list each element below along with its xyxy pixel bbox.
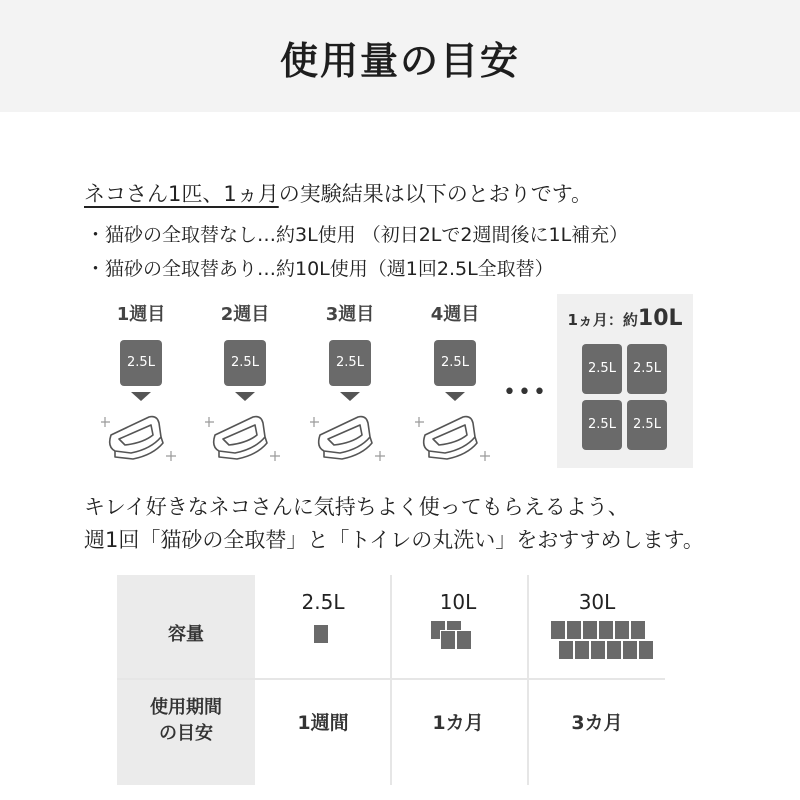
- header-period-line2: の目安: [159, 723, 213, 744]
- sparkle-icon: [101, 417, 176, 461]
- bag-square-icon: [638, 640, 654, 660]
- recommendation-line-1: キレイ好きなネコさんに気持ちよく使ってもらえるよう、: [84, 495, 629, 519]
- recommendation-line-2: 週1回「猫砂の全取替」と「トイレの丸洗い」をおすすめします。: [84, 528, 704, 552]
- week-column-3: [295, 300, 405, 467]
- litter-bag-icon: 2.5L: [329, 340, 371, 386]
- bullet-replace: ・猫砂の全取替あり…約10L使用（週1回2.5L全取替）: [86, 258, 554, 280]
- sparkle-icon: [310, 417, 385, 461]
- litter-bag-icon: 2.5L: [434, 340, 476, 386]
- capacity-value: 30L: [578, 590, 616, 614]
- bag-square-icon: [566, 620, 582, 640]
- litter-bag-icon: 2.5L: [120, 340, 162, 386]
- week-column-2: [190, 300, 300, 467]
- bag-square-icon: [440, 630, 456, 650]
- bag-square-icon: [313, 624, 329, 644]
- bag-square-icon: [550, 620, 566, 640]
- bag-square-icon: [456, 630, 472, 650]
- capacity-value: 2.5L: [301, 590, 345, 614]
- sparkle-icon: [205, 417, 280, 461]
- litter-box-icon: [101, 405, 181, 467]
- bag-square-icon: [614, 620, 630, 640]
- week-label: 3週目: [325, 304, 375, 325]
- week-column-1: [86, 300, 196, 467]
- week-label: 4週目: [430, 304, 480, 325]
- month-label-value: 10L: [637, 306, 683, 331]
- header-period: [117, 695, 255, 747]
- bag-square-icon: [606, 640, 622, 660]
- month-summary-label: [557, 306, 693, 331]
- litter-bag-icon: 2.5L: [582, 400, 622, 450]
- period-value: 1カ月: [432, 712, 484, 734]
- header-capacity: 容量: [168, 624, 204, 645]
- bag-square-icon: [590, 640, 606, 660]
- litter-bag-icon: 2.5L: [627, 344, 667, 394]
- arrow-down-icon: [340, 392, 360, 401]
- litter-box-icon: [415, 405, 495, 467]
- header-period-line1: 使用期間: [150, 697, 222, 718]
- table-col-2-5L: [258, 590, 388, 614]
- month-summary-panel: [557, 294, 693, 468]
- period-value: 3カ月: [571, 712, 623, 734]
- litter-box-icon: [205, 405, 285, 467]
- week-label: 2週目: [220, 304, 270, 325]
- week-label: 1週目: [116, 304, 166, 325]
- bullet-no-replace: ・猫砂の全取替なし…約3L使用 （初日2Lで2週間後に1L補充）: [86, 224, 629, 246]
- litter-bag-icon: 2.5L: [627, 400, 667, 450]
- litter-bag-icon: 2.5L: [224, 340, 266, 386]
- litter-bag-icon: 2.5L: [582, 344, 622, 394]
- arrow-down-icon: [445, 392, 465, 401]
- ellipsis: •••: [503, 380, 548, 405]
- bag-square-icon: [598, 620, 614, 640]
- week-column-4: [400, 300, 510, 467]
- intro-rest: の実験結果は以下のとおりです。: [278, 182, 593, 206]
- bag-square-icon: [558, 640, 574, 660]
- table-col-10L: [393, 590, 523, 614]
- table-header-column: [117, 575, 255, 785]
- capacity-value: 10L: [439, 590, 477, 614]
- table-col-divider: [390, 575, 392, 785]
- table-col-divider: [527, 575, 529, 785]
- table-col-30L: [532, 590, 662, 614]
- sparkle-icon: [415, 417, 490, 461]
- litter-box-icon: [310, 405, 390, 467]
- intro-text: [84, 178, 592, 208]
- month-label-prefix: 1ヵ月：約: [567, 311, 638, 329]
- bag-square-icon: [622, 640, 638, 660]
- page-title: 使用量の目安: [279, 39, 520, 83]
- period-value: 1週間: [297, 712, 349, 734]
- bag-square-icon: [582, 620, 598, 640]
- arrow-down-icon: [131, 392, 151, 401]
- intro-underlined: ネコさん1匹、1ヵ月: [84, 182, 279, 206]
- bag-square-icon: [630, 620, 646, 640]
- bag-square-icon: [574, 640, 590, 660]
- arrow-down-icon: [235, 392, 255, 401]
